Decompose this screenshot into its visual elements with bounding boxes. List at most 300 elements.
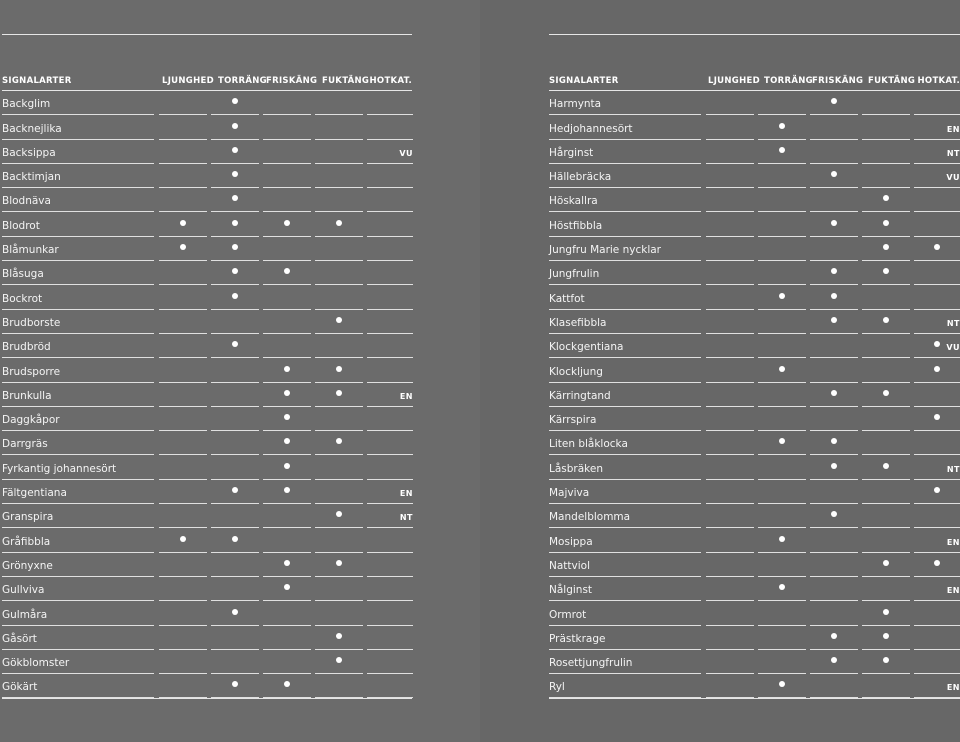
cell-ljunghed	[706, 406, 754, 431]
cell-torrang	[211, 601, 259, 626]
cell-fuktang	[315, 187, 363, 212]
cell-torrang	[211, 163, 259, 188]
table-row	[549, 553, 960, 577]
cell-ljunghed	[159, 90, 207, 115]
table-row	[2, 285, 412, 309]
table-row	[2, 650, 412, 674]
cell-hotkat	[367, 285, 413, 310]
habitat-dot	[232, 147, 238, 153]
header-fuktang: FUKTÄNG	[868, 76, 916, 86]
cell-hotkat	[367, 673, 413, 698]
cell-torrang	[758, 479, 806, 504]
threat-category: NT	[946, 464, 960, 474]
cell-ljunghed	[706, 333, 754, 358]
table-row	[2, 577, 412, 601]
cell-ljunghed	[706, 115, 754, 140]
species-name: Backnejlika	[2, 122, 62, 135]
habitat-dot	[232, 268, 238, 274]
cell-hotkat	[914, 552, 960, 577]
cell-friskang	[263, 406, 311, 431]
cell-friskang	[263, 212, 311, 237]
species-name: Klasefibbla	[549, 316, 607, 329]
cell-friskang	[263, 333, 311, 358]
habitat-dot	[779, 293, 785, 299]
cell-fuktang	[315, 358, 363, 383]
cell-torrang	[211, 406, 259, 431]
table-row	[2, 626, 412, 650]
cell-friskang	[810, 212, 858, 237]
cell-hotkat	[367, 139, 413, 164]
table-row	[549, 650, 960, 674]
species-name: Darrgräs	[2, 438, 48, 451]
left-species-table	[2, 34, 412, 699]
habitat-dot	[883, 390, 889, 396]
cell-friskang	[810, 673, 858, 698]
cell-torrang	[211, 358, 259, 383]
cell-torrang	[758, 625, 806, 650]
habitat-dot	[934, 487, 940, 493]
cell-friskang	[810, 90, 858, 115]
threat-category: VU	[946, 343, 960, 353]
habitat-dot	[831, 438, 837, 444]
cell-friskang	[263, 163, 311, 188]
cell-hotkat	[914, 212, 960, 237]
cell-ljunghed	[159, 528, 207, 553]
habitat-dot	[336, 220, 342, 226]
cell-torrang	[758, 139, 806, 164]
threat-category: EN	[946, 124, 960, 134]
table-row	[2, 91, 412, 115]
table-row	[2, 480, 412, 504]
right-species-table	[549, 34, 960, 699]
table-row	[2, 455, 412, 479]
table-row	[2, 237, 412, 261]
cell-fuktang	[862, 673, 910, 698]
habitat-dot	[831, 171, 837, 177]
header-hotkat: HOTKAT.	[917, 76, 960, 86]
cell-hotkat	[914, 503, 960, 528]
cell-ljunghed	[159, 479, 207, 504]
cell-friskang	[810, 406, 858, 431]
species-name: Daggkåpor	[2, 414, 60, 427]
habitat-dot	[284, 268, 290, 274]
cell-hotkat	[367, 382, 413, 407]
habitat-dot	[831, 633, 837, 639]
cell-hotkat	[367, 358, 413, 383]
cell-hotkat	[914, 90, 960, 115]
habitat-dot	[336, 366, 342, 372]
cell-hotkat	[914, 528, 960, 553]
habitat-dot	[284, 584, 290, 590]
cell-hotkat	[914, 649, 960, 674]
cell-torrang	[211, 90, 259, 115]
cell-friskang	[810, 601, 858, 626]
species-name: Liten blåklocka	[549, 438, 628, 451]
habitat-dot	[934, 244, 940, 250]
species-name: Brudsporre	[2, 365, 61, 378]
header-friskang: FRISKÄNG	[812, 76, 864, 86]
habitat-dot	[232, 609, 238, 615]
habitat-dot	[336, 317, 342, 323]
cell-friskang	[810, 455, 858, 480]
cell-hotkat	[367, 260, 413, 285]
cell-torrang	[211, 552, 259, 577]
habitat-dot	[284, 560, 290, 566]
table-header	[2, 35, 412, 91]
species-name: Låsbräken	[549, 462, 603, 475]
habitat-dot	[831, 220, 837, 226]
cell-hotkat	[914, 358, 960, 383]
cell-ljunghed	[159, 187, 207, 212]
table-row	[2, 383, 412, 407]
cell-fuktang	[862, 406, 910, 431]
cell-ljunghed	[706, 212, 754, 237]
cell-fuktang	[315, 673, 363, 698]
cell-torrang	[758, 503, 806, 528]
cell-torrang	[758, 576, 806, 601]
cell-fuktang	[315, 406, 363, 431]
cell-torrang	[758, 333, 806, 358]
cell-ljunghed	[159, 382, 207, 407]
habitat-dot	[779, 438, 785, 444]
habitat-dot	[883, 195, 889, 201]
table-row	[549, 528, 960, 552]
habitat-dot	[284, 487, 290, 493]
cell-friskang	[263, 382, 311, 407]
cell-friskang	[263, 479, 311, 504]
cell-torrang	[758, 601, 806, 626]
threat-category: EN	[399, 489, 413, 499]
cell-fuktang	[315, 139, 363, 164]
bottom-rule	[2, 698, 412, 699]
cell-fuktang	[315, 455, 363, 480]
habitat-dot	[284, 366, 290, 372]
habitat-dot	[934, 341, 940, 347]
cell-friskang	[810, 309, 858, 334]
cell-friskang	[263, 115, 311, 140]
species-name: Ryl	[549, 681, 565, 694]
cell-ljunghed	[706, 236, 754, 261]
cell-hotkat	[367, 576, 413, 601]
habitat-dot	[232, 244, 238, 250]
table-row	[2, 504, 412, 528]
cell-ljunghed	[706, 528, 754, 553]
cell-fuktang	[862, 90, 910, 115]
cell-friskang	[810, 382, 858, 407]
cell-fuktang	[315, 601, 363, 626]
habitat-dot	[180, 220, 186, 226]
cell-fuktang	[862, 260, 910, 285]
cell-torrang	[758, 115, 806, 140]
cell-ljunghed	[159, 309, 207, 334]
threat-category: EN	[946, 537, 960, 547]
table-row	[549, 212, 960, 236]
cell-fuktang	[862, 625, 910, 650]
cell-ljunghed	[159, 673, 207, 698]
habitat-dot	[232, 487, 238, 493]
cell-torrang	[758, 649, 806, 674]
table-row	[549, 91, 960, 115]
table-row	[549, 431, 960, 455]
cell-hotkat	[367, 115, 413, 140]
threat-category: VU	[946, 173, 960, 183]
cell-ljunghed	[159, 236, 207, 261]
header-signalarter: SIGNALARTER	[2, 76, 72, 86]
cell-fuktang	[315, 479, 363, 504]
species-name: Klockljung	[549, 365, 603, 378]
cell-fuktang	[862, 455, 910, 480]
cell-ljunghed	[159, 552, 207, 577]
cell-fuktang	[315, 309, 363, 334]
table-row	[549, 601, 960, 625]
threat-category: EN	[946, 586, 960, 596]
species-name: Ormrot	[549, 608, 587, 621]
cell-torrang	[211, 139, 259, 164]
cell-hotkat	[914, 479, 960, 504]
habitat-dot	[284, 681, 290, 687]
cell-hotkat	[914, 260, 960, 285]
species-name: Hedjohannesört	[549, 122, 633, 135]
habitat-dot	[883, 560, 889, 566]
cell-friskang	[263, 90, 311, 115]
cell-torrang	[211, 455, 259, 480]
cell-torrang	[211, 673, 259, 698]
table-row	[549, 504, 960, 528]
table-row	[549, 626, 960, 650]
cell-friskang	[263, 285, 311, 310]
cell-friskang	[810, 285, 858, 310]
cell-ljunghed	[706, 455, 754, 480]
cell-torrang	[758, 673, 806, 698]
species-name: Klockgentiana	[549, 341, 624, 354]
cell-hotkat	[914, 115, 960, 140]
header-ljunghed: LJUNGHED	[708, 76, 760, 86]
table-row	[549, 674, 960, 698]
cell-friskang	[810, 115, 858, 140]
species-name: Kattfot	[549, 292, 585, 305]
habitat-dot	[779, 147, 785, 153]
species-name: Kärringtand	[549, 389, 611, 402]
habitat-dot	[779, 681, 785, 687]
habitat-dot	[232, 681, 238, 687]
habitat-dot	[232, 220, 238, 226]
threat-category: VU	[399, 148, 413, 158]
cell-ljunghed	[706, 430, 754, 455]
bottom-rule	[549, 698, 960, 699]
cell-torrang	[758, 90, 806, 115]
species-name: Brunkulla	[2, 389, 52, 402]
cell-fuktang	[862, 576, 910, 601]
table-row	[549, 407, 960, 431]
table-row	[549, 188, 960, 212]
cell-hotkat	[914, 406, 960, 431]
cell-torrang	[211, 187, 259, 212]
cell-friskang	[263, 236, 311, 261]
header-ljunghed: LJUNGHED	[162, 76, 214, 86]
habitat-dot	[831, 511, 837, 517]
habitat-dot	[934, 560, 940, 566]
cell-hotkat	[914, 382, 960, 407]
cell-fuktang	[862, 115, 910, 140]
cell-hotkat	[914, 236, 960, 261]
habitat-dot	[883, 657, 889, 663]
table-row	[549, 285, 960, 309]
cell-ljunghed	[706, 503, 754, 528]
species-name: Gråfibbla	[2, 535, 51, 548]
cell-hotkat	[914, 285, 960, 310]
habitat-dot	[831, 98, 837, 104]
species-name: Hällebräcka	[549, 171, 612, 184]
habitat-dot	[284, 220, 290, 226]
cell-torrang	[758, 358, 806, 383]
cell-ljunghed	[159, 576, 207, 601]
cell-ljunghed	[706, 552, 754, 577]
cell-fuktang	[862, 528, 910, 553]
habitat-dot	[831, 268, 837, 274]
species-name: Harmynta	[549, 98, 602, 111]
header-fuktang: FUKTÄNG	[322, 76, 370, 86]
cell-torrang	[211, 528, 259, 553]
threat-category: NT	[946, 318, 960, 328]
habitat-dot	[284, 463, 290, 469]
threat-category: NT	[946, 148, 960, 158]
cell-friskang	[810, 528, 858, 553]
cell-hotkat	[367, 552, 413, 577]
header-torrang: TORRÄNG	[218, 76, 267, 86]
species-name: Gulmåra	[2, 608, 48, 621]
species-name: Blåsuga	[2, 268, 44, 281]
cell-torrang	[758, 406, 806, 431]
species-name: Blodnäva	[2, 195, 51, 208]
cell-hotkat	[914, 333, 960, 358]
habitat-dot	[934, 414, 940, 420]
species-name: Nålginst	[549, 584, 593, 597]
species-name: Nattviol	[549, 559, 590, 572]
habitat-dot	[336, 390, 342, 396]
cell-friskang	[810, 503, 858, 528]
cell-fuktang	[315, 212, 363, 237]
cell-fuktang	[862, 163, 910, 188]
cell-torrang	[758, 528, 806, 553]
habitat-dot	[180, 536, 186, 542]
cell-fuktang	[315, 625, 363, 650]
habitat-dot	[232, 341, 238, 347]
cell-hotkat	[914, 455, 960, 480]
cell-ljunghed	[159, 358, 207, 383]
cell-friskang	[263, 528, 311, 553]
species-name: Höstfibbla	[549, 219, 603, 232]
cell-torrang	[758, 285, 806, 310]
cell-friskang	[263, 309, 311, 334]
cell-friskang	[263, 260, 311, 285]
cell-torrang	[211, 382, 259, 407]
table-row	[2, 188, 412, 212]
cell-fuktang	[862, 503, 910, 528]
habitat-dot	[180, 244, 186, 250]
cell-ljunghed	[159, 260, 207, 285]
cell-ljunghed	[706, 358, 754, 383]
habitat-dot	[883, 268, 889, 274]
cell-torrang	[211, 333, 259, 358]
cell-friskang	[810, 649, 858, 674]
species-name: Kärrspira	[549, 414, 597, 427]
cell-hotkat	[367, 455, 413, 480]
species-name: Majviva	[549, 487, 590, 500]
table-row	[549, 261, 960, 285]
cell-friskang	[263, 649, 311, 674]
species-name: Fältgentiana	[2, 487, 67, 500]
cell-torrang	[211, 625, 259, 650]
cell-ljunghed	[159, 139, 207, 164]
cell-fuktang	[315, 552, 363, 577]
habitat-dot	[336, 511, 342, 517]
threat-category: NT	[399, 513, 413, 523]
species-name: Granspira	[2, 511, 54, 524]
cell-friskang	[810, 430, 858, 455]
cell-hotkat	[914, 187, 960, 212]
cell-friskang	[263, 576, 311, 601]
table-row	[2, 261, 412, 285]
cell-fuktang	[315, 430, 363, 455]
cell-friskang	[810, 576, 858, 601]
table-row	[2, 431, 412, 455]
cell-friskang	[263, 455, 311, 480]
table-row	[549, 164, 960, 188]
habitat-dot	[336, 657, 342, 663]
habitat-dot	[831, 390, 837, 396]
cell-fuktang	[315, 503, 363, 528]
cell-fuktang	[315, 649, 363, 674]
table-row	[2, 115, 412, 139]
species-rows	[2, 91, 412, 698]
cell-hotkat	[367, 187, 413, 212]
cell-hotkat	[914, 139, 960, 164]
table-row	[549, 455, 960, 479]
cell-torrang	[211, 260, 259, 285]
cell-fuktang	[862, 382, 910, 407]
habitat-dot	[831, 317, 837, 323]
species-name: Gökblomster	[2, 657, 70, 670]
cell-fuktang	[862, 285, 910, 310]
cell-ljunghed	[159, 406, 207, 431]
cell-hotkat	[914, 576, 960, 601]
habitat-dot	[232, 171, 238, 177]
species-name: Rosettjungfrulin	[549, 657, 633, 670]
species-rows	[549, 91, 960, 698]
cell-friskang	[263, 187, 311, 212]
cell-friskang	[810, 187, 858, 212]
habitat-dot	[831, 463, 837, 469]
cell-hotkat	[367, 601, 413, 626]
table-row	[2, 407, 412, 431]
table-row	[2, 601, 412, 625]
species-name: Fyrkantig johannesört	[2, 462, 117, 475]
habitat-dot	[779, 366, 785, 372]
cell-ljunghed	[159, 163, 207, 188]
cell-ljunghed	[706, 625, 754, 650]
habitat-dot	[779, 123, 785, 129]
cell-torrang	[211, 115, 259, 140]
habitat-dot	[883, 244, 889, 250]
cell-torrang	[211, 212, 259, 237]
table-row	[2, 358, 412, 382]
cell-fuktang	[315, 163, 363, 188]
cell-friskang	[810, 358, 858, 383]
name-cell	[549, 673, 701, 698]
header-torrang: TORRÄNG	[764, 76, 813, 86]
habitat-dot	[336, 633, 342, 639]
cell-friskang	[810, 260, 858, 285]
